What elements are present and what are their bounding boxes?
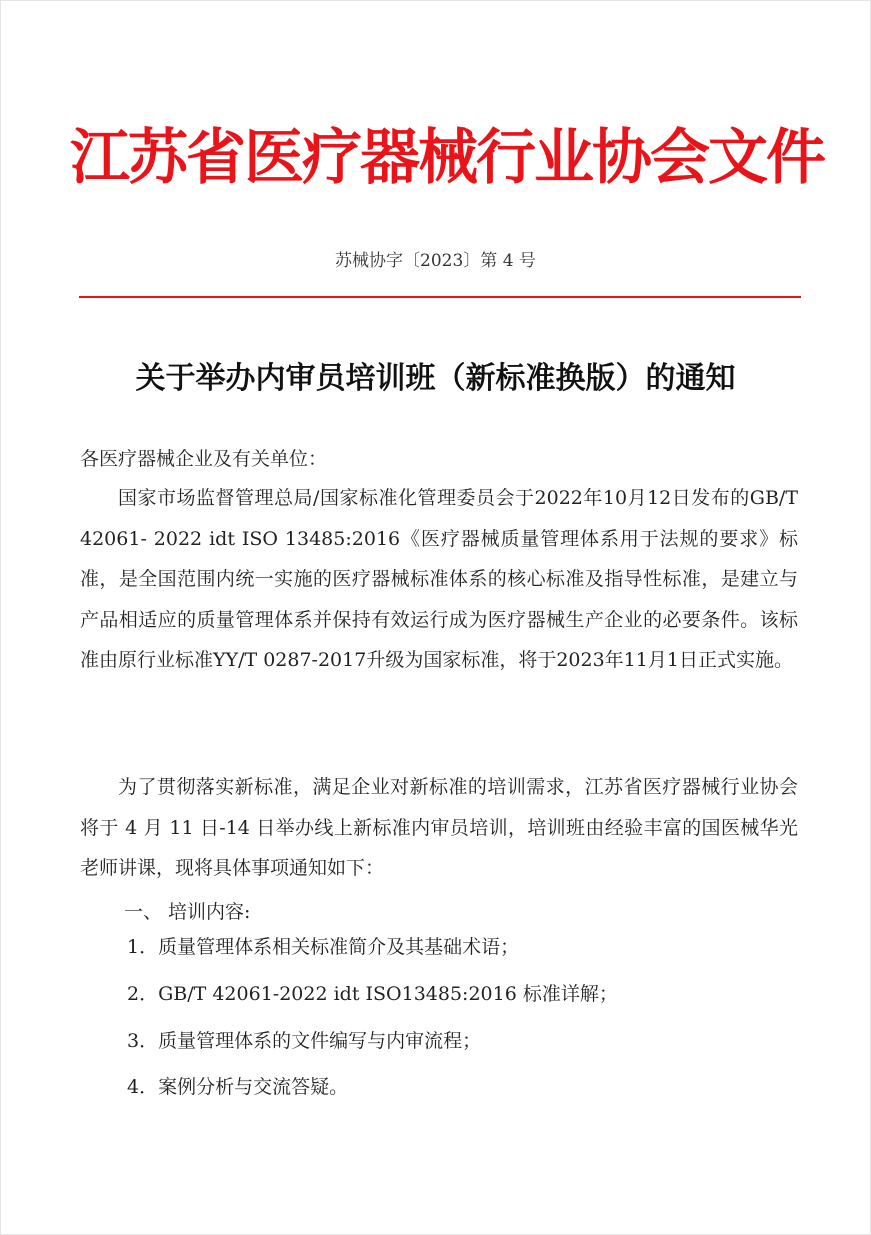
list-item: 1．质量管理体系相关标准简介及其基础术语； <box>127 936 520 958</box>
salutation: 各医疗器械企业及有关单位： <box>80 448 328 470</box>
list-item: 3．质量管理体系的文件编写与内审流程； <box>127 1030 482 1052</box>
red-divider-rule <box>79 296 801 298</box>
list-item: 2．GB/T 42061-2022 idt ISO13485:2016 标准详解； <box>127 983 618 1005</box>
body-paragraph-training-announcement: 为了贯彻落实新标准，满足企业对新标准的培训需求，江苏省医疗器械行业协会将于 4 月 11 日-14 日举办线上新标准内审员培训，培训班由经验丰富的国医械华光老师讲课，现将具体事项通知如下： <box>80 776 798 880</box>
document-number: 苏械协字〔2023〕第 4 号 <box>335 251 536 271</box>
section-heading-training-content: 一、 培训内容: <box>124 901 251 923</box>
document-masthead: 江苏省医疗器械行业协会文件 <box>70 123 824 193</box>
list-item: 4．案例分析与交流答疑。 <box>127 1076 349 1098</box>
body-paragraph-standard-release: 国家市场监督管理总局/国家标准化管理委员会于2022年10月12日发布的GB/T 42061- 2022 idt ISO 13485:2016《医疗器械质量管理体系用于法规的要求》标准，是全国范围内统一实施的医疗器械标准体系的核心标准及指导性标准，是建立与产品相适应的质量管理体系并保持有效运行成为医疗器械生产企业的必要条件。该标准由原行业标准YY/T 0287-2017升级为国家标准，将于2023年11月1日正式实施。 <box>80 487 798 672</box>
notice-title: 关于举办内审员培训班（新标准换版）的通知 <box>135 361 736 396</box>
